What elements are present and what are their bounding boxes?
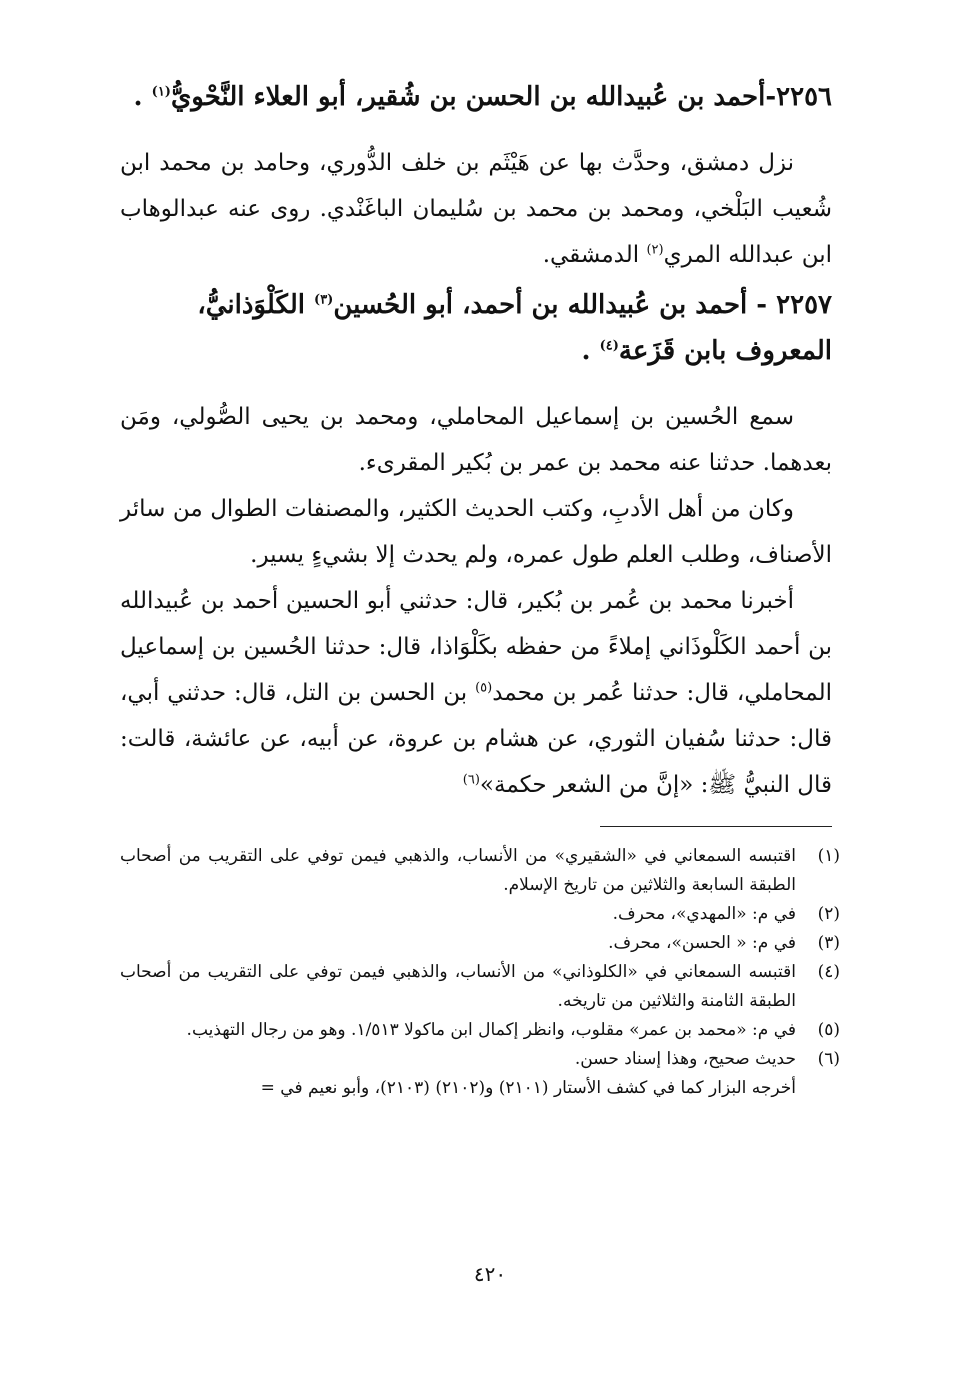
- footnote-6-continuation: أخرجه البزار كما في كشف الأستار (٢١٠١) و(٢١٠٢) (٢١٠٣)، وأبو نعيم في =: [260, 1078, 796, 1098]
- entry-2257-paragraph-3: أخبرنا محمد بن عُمر بن بُكير، قال: حدثني أبو الحسين أحمد بن عُبيدالله بن أحمد الكَلْوذَاني إملاءً من حفظه بكَلْوَاذا، قال: حدثنا الحُسين بن إسماعيل المحاملي، قال: حدثنا عُمر بن محمد$^{(٥)}$ بن الحسن بن التل، قال: حدثني أبي، قال: حدثنا سُفيان الثوري، عن هشام بن عروة، عن أبيه، عن عائشة، قالت: قال النبيُّ ﷺ: «إنَّ من الشعر حكمة»$^{(٦)}$: [120, 588, 832, 798]
- entry-heading-2256: ٢٢٥٦-أحمد بن عُبيدالله بن الحسن بن شُقير، أبو العلاء النَّحْويُّ$^{(١)}$ .: [133, 82, 832, 112]
- footnote-ref-5[interactable]: (٥): [475, 680, 493, 696]
- footnote-text: في م: « الحسن»، محرف.: [608, 933, 796, 953]
- footnote-number: (١): [817, 846, 840, 866]
- main-text: [120, 74, 832, 808]
- footnote-2: [120, 900, 840, 929]
- footnotes: [120, 842, 840, 1103]
- entry-2257-paragraph-1: سمع الحُسين بن إسماعيل المحاملي، ومحمد بن يحيى الصُّولي، ومَن بعدهما. حدثنا عنه محمد بن عمر بن بُكير المقرىء.: [120, 404, 832, 476]
- footnote-number: (٣): [817, 933, 840, 953]
- footnote-1: [120, 842, 840, 900]
- footnote-ref-2[interactable]: (٢): [646, 242, 664, 258]
- entry-heading-2257: ٢٢٥٧ - أحمد بن عُبيدالله بن أحمد، أبو الحُسين$^{(٣)}$ الكَلْوَذانيُّ، المعروف بابن قَزَعة$^{(٤)}$ .: [197, 290, 832, 366]
- footnote-number: (٢): [817, 904, 840, 924]
- footnote-ref-1[interactable]: (١): [151, 84, 171, 100]
- footnote-ref-6[interactable]: (٦): [462, 772, 480, 788]
- footnote-number: (٤): [817, 962, 840, 982]
- footnote-ref-3[interactable]: (٣): [314, 292, 334, 308]
- footnote-text: حديث صحيح، وهذا إسناد حسن.: [574, 1049, 796, 1069]
- footnote-4: [120, 958, 840, 1016]
- footnote-ref-4[interactable]: (٤): [599, 338, 619, 354]
- footnote-text: في م: «المهدي»، محرف.: [612, 904, 796, 924]
- footnote-3: [120, 929, 840, 958]
- footnote-text: في م: «محمد بن عمر» مقلوب، وانظر إكمال ابن ماكولا ١/٥١٣. وهو من رجال التهذيب.: [186, 1020, 796, 1040]
- footnote-number: (٦): [817, 1049, 840, 1069]
- footnote-text: اقتبسه السمعاني في «الشقيري» من الأنساب، والذهبي فيمن توفي على التقريب من أصحاب الطبقة السابعة والثلاثين من تاريخ الإسلام.: [120, 846, 796, 895]
- footnote-number: (٥): [817, 1020, 840, 1040]
- footnote-6: [120, 1045, 840, 1074]
- entry-2256-paragraph: نزل دمشق، وحدَّث بها عن هَيْثَم بن خلف الدُّوري، وحامد بن محمد ابن شُعيب البَلْخي، ومحمد بن محمد بن سُليمان الباغَنْدي. روى عنه عبدالوهاب ابن عبدالله المري$^{(٢)}$ الدمشقي.: [120, 150, 832, 268]
- entry-2257-paragraph-2: وكان من أهل الأدبِ، وكتب الحديث الكثير، والمصنفات الطوال من سائر الأصناف، وطلب العلم طول عمره، ولم يحدث إلا بشيءٍ يسير.: [120, 496, 832, 568]
- footnote-text: اقتبسه السمعاني في «الكلوذاني» من الأنساب، والذهبي فيمن توفي على التقريب من أصحاب الطبقة الثامنة والثلاثين من تاريخه.: [120, 962, 796, 1011]
- footnote-5: [120, 1016, 840, 1045]
- footnote-divider: [600, 826, 832, 827]
- page-number: ٤٢٠: [473, 1262, 507, 1286]
